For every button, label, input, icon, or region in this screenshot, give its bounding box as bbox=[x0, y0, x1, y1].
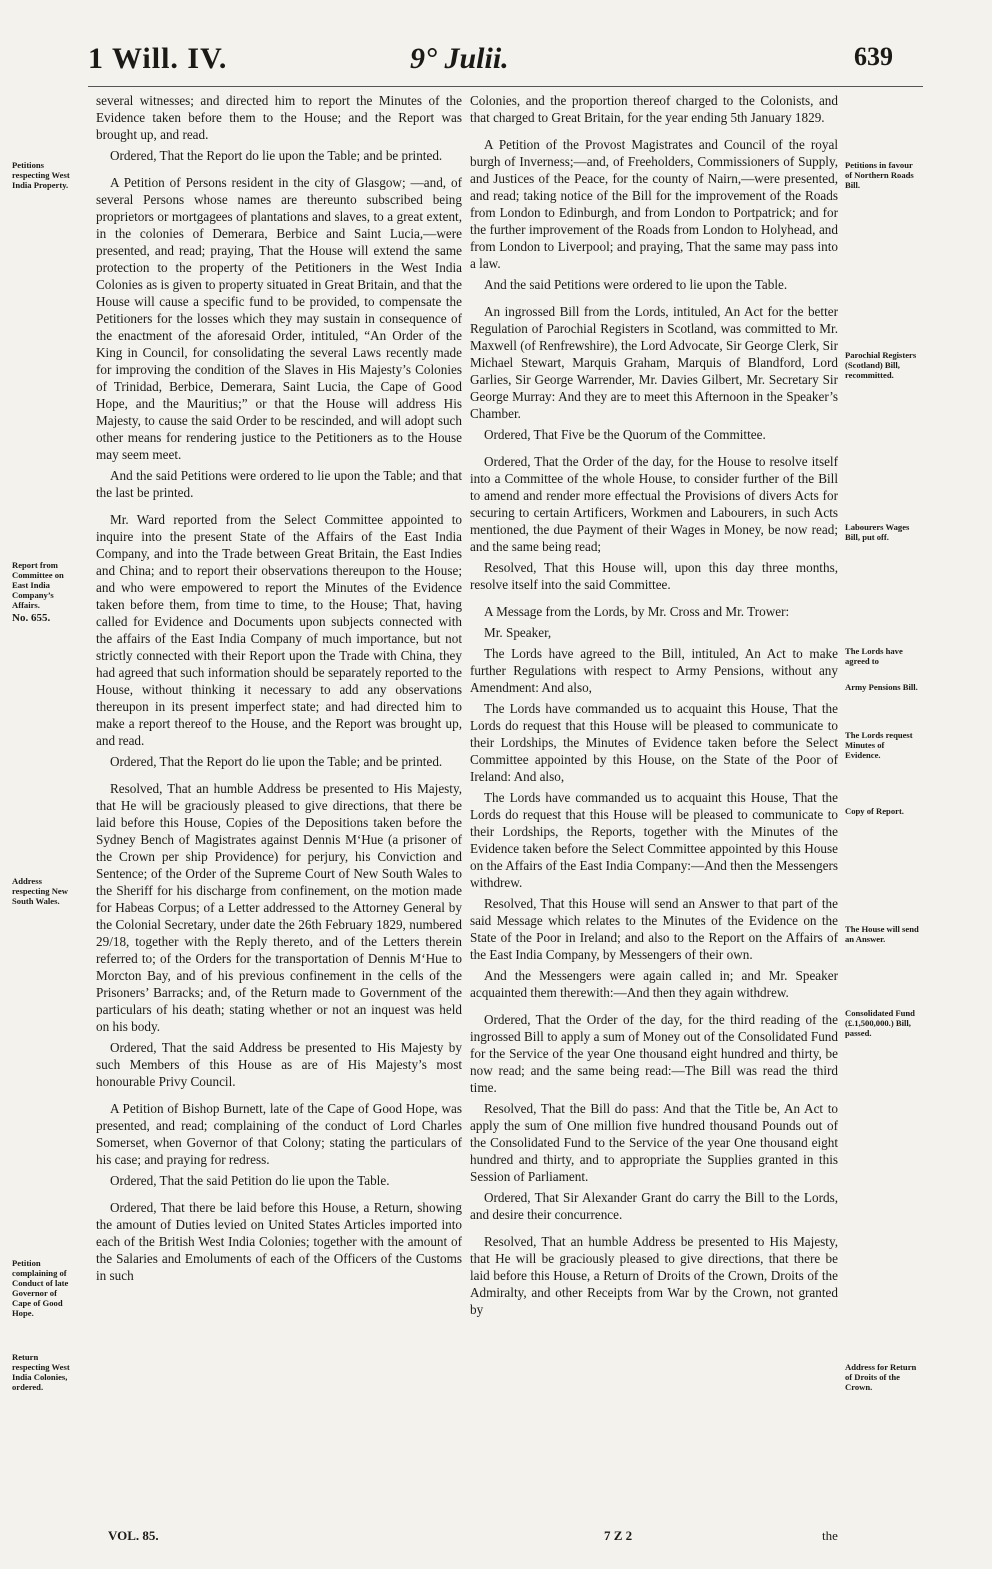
margin-note: The House will send an Answer. bbox=[845, 924, 919, 944]
margin-note: Labourers Wages Bill, put off. bbox=[845, 522, 910, 542]
margin-note: Petitions respecting West India Property. bbox=[12, 160, 70, 190]
header-rule bbox=[88, 86, 923, 87]
paragraph: An ingrossed Bill from the Lords, intituled, An Act for the better Regulation of Parochial Registers in Scotland, was committed to Mr. Maxwell (of Renfrewshire), the Lord Advocate, Sir George Clerk, Sir Michael Stewart, Marquis Graham, Marquis of Blandford, Lord Garlies, Sir George Warrender, Mr. Davies Gilbert, Mr. Secretary Sir George Murray: And they are to meet this Afternoon in the Speaker’s Chamber. bbox=[470, 304, 838, 421]
paragraph: Mr. Ward reported from the Select Committee appointed to inquire into the present State of the Affairs of the East India Company, and into the Trade between Great Britain, the East Indies and China; and to report their observations thereupon to the House; and who were empowered to report the Minutes of the Evidence taken before them, from time to time, to the House; That, having called for Evidence and Documents upon subjects connected with the affairs of the East India Company of much importance, but not strictly connected with their Report upon the Trade with China, they had agreed that such information should be separately reported to the House, without thinking it necessary to add any observations thereupon in its present imperfect state; and had directed him to make a report thereof to the House, and the Report was brought up, and read. bbox=[96, 512, 462, 748]
paragraph: A Petition of Persons resident in the city of Glasgow; —and, of several Persons whose names are thereunto subscribed being proprietors or mortgagees of plantations and slaves, to a great extent, in the colonies of Demerara, Berbice and Saint Lucia,—were presented, and read; praying, That the House will extend the same protection to the property of the Petitioners in the West India Colonies as is given to property situated in Great Britain, and that the House will cause a specific fund to be provided, to compensate the Petitioners for the losses which they may sustain in consequence of the enactment of the aforesaid Order, intituled, “An Order of the King in Council, for consolidating the several Laws recently made for improving the condition of the Slaves in His Majesty’s Colonies of Trinidad, Berbice, Demerara, Saint Lucia, the Cape of Good Hope, and the Mauritius;” or that the House will address His Majesty, to cause the said Order to be rescinded, and will adopt such other means for rendering justice to the Petitioners as to the House may seem meet. bbox=[96, 175, 462, 462]
margin-note: The Lords request Minutes of Evidence. bbox=[845, 730, 913, 760]
margin-note: Parochial Registers (Scotland) Bill, recommitted. bbox=[845, 350, 917, 380]
margin-note: Army Pensions Bill. bbox=[845, 682, 918, 692]
paragraph: Colonies, and the proportion thereof charged to the Colonists, and that charged to Great Britain, for the year ending 5th January 1829. bbox=[470, 93, 838, 125]
paragraph: And the said Petitions were ordered to lie upon the Table. bbox=[484, 277, 788, 292]
paragraph: Ordered, That the said Petition do lie upon the Table. bbox=[110, 1173, 390, 1188]
paragraph: A Message from the Lords, by Mr. Cross and Mr. Trower: bbox=[484, 604, 790, 619]
signature-mark: 7 Z 2 bbox=[604, 1528, 633, 1543]
paragraph: The Lords have commanded us to acquaint this House, That the Lords do request that this House will be pleased to communicate to their Lordships, the Reports, together with the Minutes of the Evidence taken before the Select Committee appointed by this House on the Affairs of the East India Company:—And then the Messengers withdrew. bbox=[470, 790, 838, 890]
margin-note-number: No. 655. bbox=[12, 612, 51, 624]
paragraph: Resolved, That this House will send an Answer to that part of the said Message which relates to the Minutes of the Evidence on the State of the Poor in Ireland; and also to the Report on the Affairs of the East India Company, by Messengers of their own. bbox=[470, 896, 838, 962]
paragraph: Resolved, That an humble Address be presented to His Majesty, that He will be graciously pleased to give directions, that there be laid before this House, Copies of the Depositions taken before the Sydney Bench of Magistrates against Dennis M‘Hue (a prisoner of the Crown per ship Providence) for perjury, his Conviction and Sentence; of the Order of the Supreme Court of New South Wales to the Sheriff for his discharge from confinement, on the motion made for Habeas Corpus; of a Letter addressed to the Attorney General by the Colonial Secretary, under date the 26th February 1829, numbered 29/18, together with the Reply thereto, and of the Letters therein referred to; of the Orders for the transportation of Dennis M‘Hue to Morcton Bay, and of his previous confinement in the cells of the Prisoners’ Barracks; and, of the Return made to Government of the particulars of his death; stating whether or not an inquest was held on his body. bbox=[96, 781, 462, 1034]
margin-note: Petitions in favour of Northern Roads Bill. bbox=[845, 160, 914, 190]
paragraph: several witnesses; and directed him to report the Minutes of the Evidence taken before them to the House; and the Report was brought up, and read. bbox=[96, 93, 462, 142]
paragraph: Ordered, That there be laid before this House, a Return, showing the amount of Duties levied on United States Articles imported into each of the British West India Colonies; together with the amount of the Salaries and Emoluments of each of the Officers of the Customs in such bbox=[96, 1200, 462, 1283]
paragraph: Ordered, That Sir Alexander Grant do carry the Bill to the Lords, and desire their concurrence. bbox=[470, 1190, 838, 1222]
paragraph: The Lords have commanded us to acquaint this House, That the Lords do request that this House will be pleased to communicate to their Lordships, the Minutes of Evidence taken before the Select Committee appointed by this House, on the State of the Poor of Ireland: And also, bbox=[470, 701, 838, 784]
paragraph: Resolved, That the Bill do pass: And that the Title be, An Act to apply the sum of One million five hundred thousand Pounds out of the Consolidated Fund to the Service of the year One thousand eight hundred and thirty, and to appropriate the Supplies granted in this Session of Parliament. bbox=[470, 1101, 838, 1184]
paragraph: Ordered, That the Order of the day, for the House to resolve itself into a Committee of the whole House, to consider further of the Bill to amend and render more effectual the Provisions of divers Acts for securing to certain Artificers, Workmen and Labourers, in such Acts mentioned, the due Payment of their Wages in Money, be now read; and the same being read; bbox=[470, 454, 838, 554]
margin-note: The Lords have agreed to bbox=[845, 646, 903, 666]
salutation: Mr. Speaker, bbox=[484, 625, 552, 640]
margin-note: Copy of Report. bbox=[845, 806, 904, 816]
paragraph: Ordered, That the Report do lie upon the Table; and be printed. bbox=[110, 148, 443, 163]
left-column bbox=[96, 92, 462, 1288]
right-column bbox=[470, 92, 838, 1322]
page-number: 639 bbox=[854, 42, 893, 71]
margin-note: Report from Committee on East India Company’s Affairs. bbox=[12, 560, 64, 610]
paragraph: A Petition of the Provost Magistrates and Council of the royal burgh of Inverness;—and, of Freeholders, Commissioners of Supply, and Justices of the Peace, for the county of Nairn,—were presented, and read; taking notice of the Bill for the improvement of the Roads from London to Edinburgh, and from London to Portpatrick; and for the further improvement of the Roads from London to Holyhead, and from London to Liverpool; and praying, That the same may pass into a law. bbox=[470, 137, 838, 271]
margin-note: Address for Return of Droits of the Crown. bbox=[845, 1362, 917, 1392]
catchword: the bbox=[822, 1528, 838, 1543]
paragraph: Resolved, That an humble Address be presented to His Majesty, that He will be graciously pleased to give directions, that there be laid before this House, a Return of Droits of the Crown, Droits of the Admiralty, and other Receipts from War by the Crown, not granted by bbox=[470, 1234, 838, 1317]
volume-label: VOL. 85. bbox=[108, 1528, 159, 1543]
paragraph: The Lords have agreed to the Bill, intituled, An Act to make further Regulations with respect to Army Pensions, without any Amendment: And also, bbox=[470, 646, 838, 695]
header-regnal-year: 1 Will. IV. bbox=[88, 42, 228, 75]
margin-note: Petition complaining of Conduct of late Governor of Cape of Good Hope. bbox=[12, 1258, 69, 1318]
paragraph: And the Messengers were again called in; and Mr. Speaker acquainted them therewith:—And then they again withdrew. bbox=[470, 968, 838, 1000]
margin-note: Address respecting New South Wales. bbox=[12, 876, 68, 906]
paragraph: Resolved, That this House will, upon this day three months, resolve itself into the said Committee. bbox=[470, 560, 838, 592]
header-date: 9° Julii. bbox=[410, 42, 509, 75]
margin-note: Return respecting West India Colonies, ordered. bbox=[12, 1352, 70, 1392]
paragraph: Ordered, That Five be the Quorum of the Committee. bbox=[484, 427, 766, 442]
paragraph: And the said Petitions were ordered to lie upon the Table; and that the last be printed. bbox=[96, 468, 462, 500]
paragraph: Ordered, That the said Address be presented to His Majesty by such Members of this House as are of His Majesty’s most honourable Privy Council. bbox=[96, 1040, 462, 1089]
paragraph: Ordered, That the Report do lie upon the Table; and be printed. bbox=[110, 754, 443, 769]
margin-note: Consolidated Fund (£.1,500,000.) Bill, passed. bbox=[845, 1008, 915, 1038]
paragraph: A Petition of Bishop Burnett, late of the Cape of Good Hope, was presented, and read; complaining of the conduct of Lord Charles Somerset, when Governor of that Colony; stating the particulars of his case; and praying for redress. bbox=[96, 1101, 462, 1167]
paragraph: Ordered, That the Order of the day, for the third reading of the ingrossed Bill to apply a sum of Money out of the Consolidated Fund for the Service of the year One thousand eight hundred and thirty, be now read; and the same being read:—The Bill was read the third time. bbox=[470, 1012, 838, 1095]
